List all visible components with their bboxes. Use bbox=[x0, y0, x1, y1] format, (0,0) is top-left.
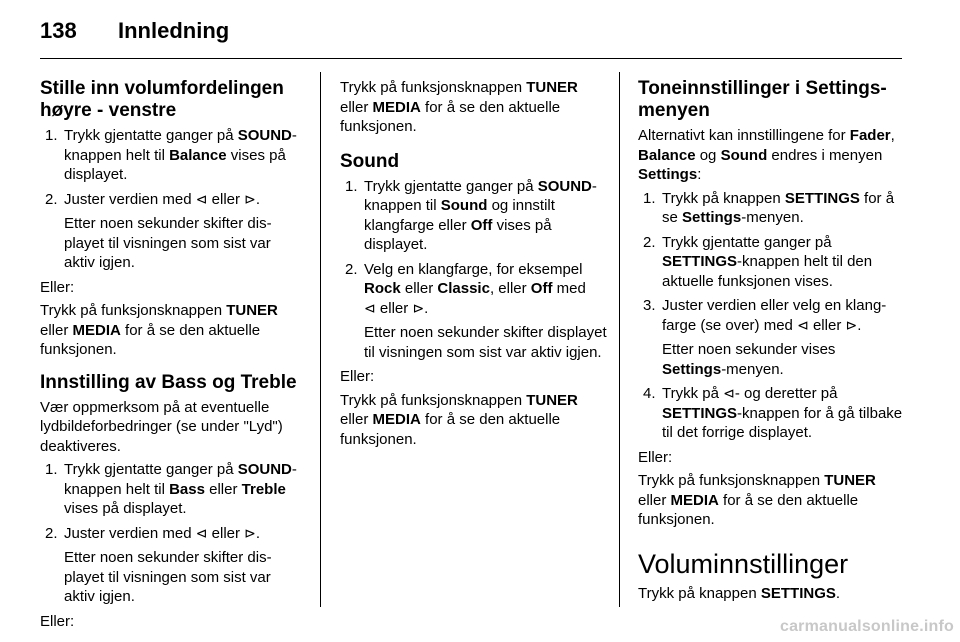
right-arrow-icon: ⊳ bbox=[845, 316, 858, 333]
list-item: 3. Juster verdien eller velg en klangfarge (se over) med ⊲ eller ⊳. Etter noen sekunder vises Settings-menyen. bbox=[643, 297, 887, 378]
heading-balance: Stille inn volumfordelingen høyre - venstre bbox=[40, 78, 284, 121]
right-arrow-icon: ⊳ bbox=[244, 524, 256, 541]
heading-bass-treble: Innstilling av Bass og Treble bbox=[40, 371, 297, 393]
column-1: Stille inn volumfordelingen høyre - venstre 1. Trykk gjentatte ganger på SOUND-knappen helt til Balance vises på displayet. 2. Juster verdien med ⊲ eller ⊳. Etter noen sekunder skifter displayet til visningen som sist var aktiv igjen. Eller: Trykk på funksjonsknappen TUNER eller MEDIA for å se den aktuelle funksjonen. Innstilling av Bass og Treble Vær oppmerksom på at eventuelle lydbildeforbedringer (se under "Lyd") deaktiveres. 1. Trykk gjentatte ganger på SOUND-knappen helt til Bass eller Treble vises på displayet. 2. Juster verdien med ⊲ eller ⊳. Etter noen sekunder skifter displayet til visningen som sist var aktiv igjen. Eller: bbox=[40, 70, 305, 635]
list-item: 1. Trykk gjentatte ganger på SOUND-knappen til Sound og innstilt klangfarge eller Off vises på displayet. bbox=[345, 177, 597, 253]
list-item: 2. Trykk gjentatte ganger på SETTINGS-knappen helt til den aktuelle funksjonen vises. bbox=[643, 233, 873, 290]
list-item: 2. Juster verdien med ⊲ eller ⊳. Etter noen sekunder skifter displayet til visningen som sist var aktiv igjen. bbox=[45, 524, 272, 605]
heading-tone-settings: Toneinnstillinger i Settings-menyen bbox=[638, 78, 887, 121]
right-arrow-icon: ⊳ bbox=[244, 190, 256, 207]
left-arrow-icon: ⊲ bbox=[195, 190, 208, 207]
right-arrow-icon: ⊳ bbox=[412, 299, 425, 316]
chapter-title: Innledning bbox=[118, 18, 230, 43]
column-3: Toneinnstillinger i Settings-menyen Alternativt kan innstillingene for Fader, Balance og Sound endres i menyen Settings: 1. Trykk på knappen SETTINGS for å se Settings-menyen. 2. Trykk gjentatte ganger på SETTINGS-knappen helt til den aktuelle funksjonen vises. 3. Juster verdien eller velg en klangfarge (se over) med ⊲ eller ⊳. Etter noen sekunder vises Settings-menyen. 4. Trykk på ⊲- og deretter på SETTINGS-knappen for å gå tilbake til det forrige displayet. Eller: Trykk på funksjonsknappen TUNER eller MEDIA for å se den aktuelle funksjonen. Voluminnstillinger Trykk på knappen SETTINGS. bbox=[638, 78, 903, 602]
list-item: 1. Trykk gjentatte ganger på SOUND-knappen helt til Balance vises på displayet. bbox=[45, 127, 297, 183]
page-number: 138 bbox=[40, 18, 77, 43]
heading-sound: Sound bbox=[340, 150, 400, 172]
header-rule bbox=[40, 58, 902, 59]
heading-volume-settings: Voluminnstillinger bbox=[638, 548, 849, 579]
left-arrow-icon: ⊲ bbox=[723, 385, 735, 401]
left-arrow-icon: ⊲ bbox=[364, 299, 376, 316]
list-item: 1. Trykk gjentatte ganger på SOUND-knappen helt til Bass eller Treble vises på displayet. bbox=[45, 461, 297, 517]
list-item: 4. Trykk på ⊲- og deretter på SETTINGS-knappen for å gå tilbake til det forrige displayet. bbox=[643, 385, 903, 441]
column-2: Trykk på funksjonsknappen TUNER eller MEDIA for å se den aktuelle funksjonen. Sound 1. Trykk gjentatte ganger på SOUND-knappen til Sound og innstilt klangfarge eller Off vises på displayet. 2. Velg en klangfarge, for eksempel Rock eller Classic, eller Off med ⊲ eller ⊳. Etter noen sekunder skifter displayet til visningen som sist var aktiv igjen. Eller: Trykk på funksjonsknappen TUNER eller MEDIA for å se den aktuelle funksjonen. bbox=[340, 79, 607, 448]
list-item: 2. Juster verdien med ⊲ eller ⊳. Etter noen sekunder skifter displayet til visningen som sist var aktiv igjen. bbox=[45, 190, 272, 271]
list-item: 1. Trykk på knappen SETTINGS for å se Settings-menyen. bbox=[643, 189, 895, 226]
left-arrow-icon: ⊲ bbox=[797, 316, 809, 333]
left-arrow-icon: ⊲ bbox=[195, 524, 208, 541]
column-divider-2 bbox=[619, 72, 620, 607]
watermark: carmanualsonline.info bbox=[779, 618, 954, 635]
column-divider-1 bbox=[320, 72, 321, 607]
list-item: 2. Velg en klangfarge, for eksempel Rock eller Classic, eller Off med ⊲ eller ⊳. Etter noen sekunder skifter displayet til visningen som sist var aktiv igjen. bbox=[345, 260, 607, 361]
page-header bbox=[40, 18, 229, 44]
